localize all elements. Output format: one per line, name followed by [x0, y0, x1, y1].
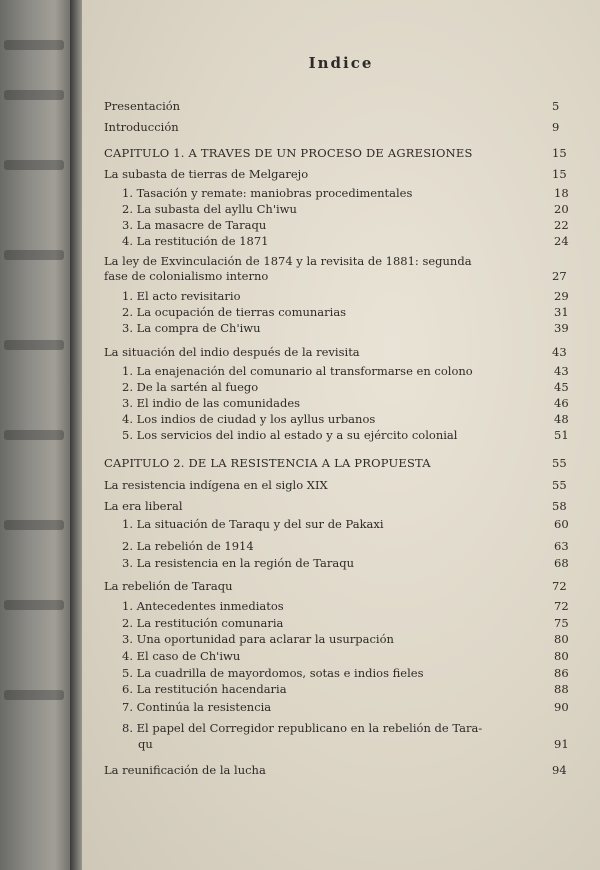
toc-entry-title: 2. La subasta del ayllu Ch'iwu — [122, 202, 297, 216]
toc-entry-title: La situación del indio después de la revisita — [104, 345, 360, 359]
toc-entry-title: 3. La resistencia en la región de Taraqu — [122, 556, 354, 570]
toc-entry-title: Introducción — [104, 120, 179, 134]
toc-entry-title: 8. El papel del Corregidor republicano en la rebelión de Tara- — [122, 721, 483, 735]
toc-entry-title: 4. Los indios de ciudad y los ayllus urbanos — [122, 412, 376, 426]
index-title: Indice — [308, 54, 374, 72]
toc-entry-title: 3. La masacre de Taraqu — [122, 218, 267, 232]
toc-entry-title: 3. La compra de Ch'iwu — [122, 321, 261, 335]
toc-entry-title: 3. Una oportunidad para aclarar la usurpación — [122, 632, 394, 646]
toc-entry-title: 4. La restitución de 1871 — [122, 234, 269, 248]
toc-entry-title: 1. El acto revisitario — [122, 289, 241, 303]
toc-entry-title: 7. Continúa la resistencia — [122, 700, 272, 714]
toc-entry-title: CAPITULO 1. A TRAVES DE UN PROCESO DE AGRESIONES — [104, 146, 473, 160]
toc-entry-title: 4. El caso de Ch'iwu — [122, 649, 241, 663]
toc-entry-title: 2. La rebelión de 1914 — [122, 539, 254, 553]
toc-entry-title: CAPITULO 2. DE LA RESISTENCIA A LA PROPUESTA — [104, 456, 431, 470]
toc-entry-title: qu — [138, 737, 153, 751]
toc-entry-title: 1. La enajenación del comunario al transformarse en colono — [122, 364, 473, 378]
toc-entry-title: La reunificación de la lucha — [104, 763, 266, 777]
facing-page — [0, 0, 78, 870]
toc-entry-title: Presentación — [104, 99, 181, 113]
toc-entry-title: 2. De la sartén al fuego — [122, 380, 259, 394]
index-page: Indice Presentación 5 Introducción 9 CAPITULO 1. A TRAVES DE UN PROCESO DE AGRESIONES 15 La subasta de tierras de Melgarejo 15 1. Tasación y remate: maniobras procedimentales 18 2. La subasta del ayllu Ch'iwu 20 3. La masacre de Taraqu 22 4. La restitución de 1871 24 La ley de Exvinculación de 1874 y la revisita de 1881: segunda fase de colonialismo interno 27 1. El acto revisitario 29 2. La ocupación de tierras comunarias 31 3. La compra de Ch'iwu 39 La situación del indio después de la revisita 43 1. La enajenación del comunario al transformarse en colono 43 2. De la sartén al fuego 45 3. El indio de las comunidades 46 4. Los indios de ciudad y los ayllus urbanos 48 5. Los servicios del indio al estado y a su ejército colonial 51 CAPITULO 2. DE LA RESISTENCIA A LA PROPUESTA 55 La resistencia indígena en el siglo XIX 55 La era liberal 58 1. La situación de Taraqu y del sur de Pakaxi 60 2. La rebelión de 1914 63 3. La resistencia en la región de Taraqu 68 La rebelión de Taraqu 72 1. Antecedentes inmediatos 72 2. La restitución comunaria 75 3. Una oportunidad para aclarar la usurpación 80 4. El caso de Ch'iwu 80 5. La cuadrilla de mayordomos, sotas e indios fieles 86 6. La restitución hacendaria 88 7. Continúa la resistencia 90 8. El papel del Corregidor republicano en la rebelión de Tara- qu 91 La reunificación de la lucha 94 — [82, 0, 600, 870]
toc-entry-title: La resistencia indígena en el siglo XIX — [104, 478, 328, 492]
toc-entry-title: 2. La ocupación de tierras comunarias — [122, 305, 347, 319]
toc-entry-title: 1. La situación de Taraqu y del sur de Pakaxi — [122, 517, 384, 531]
toc-entry-title: fase de colonialismo interno — [104, 269, 269, 283]
toc-entry-title: 3. El indio de las comunidades — [122, 396, 301, 410]
toc-entry-title: 5. Los servicios del indio al estado y a su ejército colonial — [122, 428, 458, 442]
toc-entry-title: La era liberal — [104, 499, 183, 513]
toc-entry-title: La ley de Exvinculación de 1874 y la revisita de 1881: segunda — [104, 254, 472, 268]
toc-entry-title: 1. Antecedentes inmediatos — [122, 599, 284, 613]
toc-entry-title: La rebelión de Taraqu — [104, 579, 233, 593]
toc-entry-title: 1. Tasación y remate: maniobras procedimentales — [122, 186, 413, 200]
toc-entry-title: La subasta de tierras de Melgarejo — [104, 167, 309, 181]
toc-entry-title: 5. La cuadrilla de mayordomos, sotas e indios fieles — [122, 666, 424, 680]
toc-entry-title: 6. La restitución hacendaria — [122, 682, 287, 696]
toc-entry-title: 2. La restitución comunaria — [122, 616, 284, 630]
